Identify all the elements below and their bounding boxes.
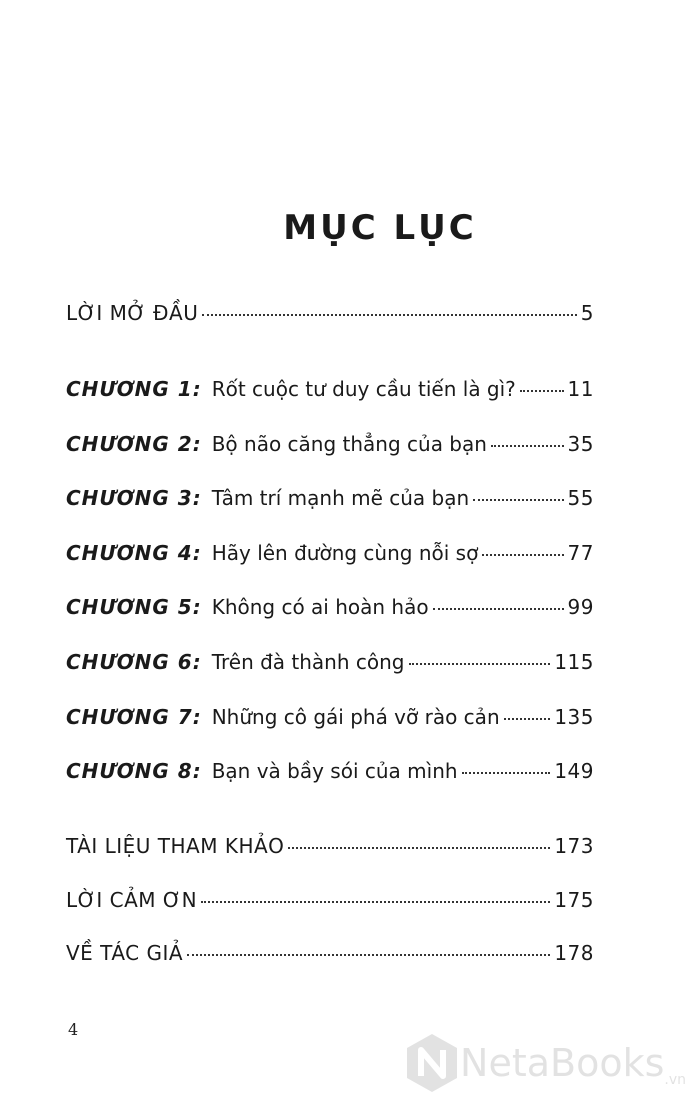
toc-entry-chapter-2[interactable] — [66, 431, 594, 457]
toc-entry-chapter-1[interactable] — [66, 376, 594, 402]
page-number: 175 — [554, 888, 594, 912]
chapter-title: Bộ não căng thẳng của bạn — [211, 432, 487, 456]
dot-leader — [187, 954, 550, 956]
entry-label: LỜI MỞ ĐẦU — [66, 301, 199, 325]
chapter-title: Tâm trí mạnh mẽ của bạn — [211, 486, 470, 510]
toc-entry-intro[interactable] — [66, 300, 594, 326]
chapter-title: Hãy lên đường cùng nỗi sợ — [211, 541, 479, 565]
entry-label: LỜI CẢM ƠN — [66, 888, 198, 912]
dot-leader — [201, 901, 550, 903]
page-title: MỤC LỤC — [283, 208, 477, 248]
toc-entry-chapter-3[interactable] — [66, 485, 594, 511]
dot-leader — [462, 772, 551, 774]
chapter-prefix: CHƯƠNG 5: — [66, 595, 202, 619]
page-number: 173 — [554, 834, 594, 858]
dot-leader — [288, 847, 550, 849]
toc-entry-acknowledgements[interactable] — [66, 887, 594, 913]
neta-logo-icon — [404, 1032, 460, 1094]
toc-entry-about-author[interactable] — [66, 940, 594, 966]
toc-entry-chapter-8[interactable] — [66, 758, 594, 784]
dot-leader — [473, 499, 563, 501]
chapter-title: Bạn và bầy sói của mình — [211, 759, 458, 783]
chapter-title: Không có ai hoàn hảo — [211, 595, 429, 619]
page-number: 11 — [567, 377, 594, 401]
entry-label: TÀI LIỆU THAM KHẢO — [66, 834, 285, 858]
page-number: 178 — [554, 941, 594, 965]
dot-leader — [433, 608, 564, 610]
page-number: 115 — [554, 650, 594, 674]
toc-entry-chapter-6[interactable] — [66, 649, 594, 675]
chapter-title: Những cô gái phá vỡ rào cản — [211, 705, 500, 729]
page-number: 99 — [567, 595, 594, 619]
dot-leader — [491, 445, 564, 447]
watermark-brand: NetaBooks — [460, 1041, 665, 1085]
entry-label: VỀ TÁC GIẢ — [66, 941, 184, 965]
chapter-prefix: CHƯƠNG 8: — [66, 759, 202, 783]
dot-leader — [202, 314, 576, 316]
toc-entry-chapter-7[interactable] — [66, 704, 594, 730]
chapter-prefix: CHƯƠNG 4: — [66, 541, 202, 565]
page-number: 149 — [554, 759, 594, 783]
chapter-prefix: CHƯƠNG 3: — [66, 486, 202, 510]
dot-leader — [409, 663, 551, 665]
toc-entry-references[interactable] — [66, 833, 594, 859]
chapter-title: Trên đà thành công — [211, 650, 405, 674]
watermark-domain: .vn — [664, 1072, 686, 1088]
page-number: 5 — [580, 301, 594, 325]
chapter-prefix: CHƯƠNG 6: — [66, 650, 202, 674]
chapter-prefix: CHƯƠNG 1: — [66, 377, 202, 401]
chapter-prefix: CHƯƠNG 2: — [66, 432, 202, 456]
dot-leader — [482, 554, 563, 556]
dot-leader — [504, 718, 551, 720]
page-number: 35 — [567, 432, 594, 456]
toc-entry-chapter-5[interactable] — [66, 594, 594, 620]
page-number: 77 — [567, 541, 594, 565]
page-number: 55 — [567, 486, 594, 510]
toc-entry-chapter-4[interactable] — [66, 540, 594, 566]
dot-leader — [520, 390, 564, 392]
watermark — [404, 1032, 686, 1094]
page-number: 135 — [554, 705, 594, 729]
chapter-prefix: CHƯƠNG 7: — [66, 705, 202, 729]
chapter-title: Rốt cuộc tư duy cầu tiến là gì? — [211, 377, 516, 401]
folio-page-number: 4 — [68, 1020, 79, 1039]
